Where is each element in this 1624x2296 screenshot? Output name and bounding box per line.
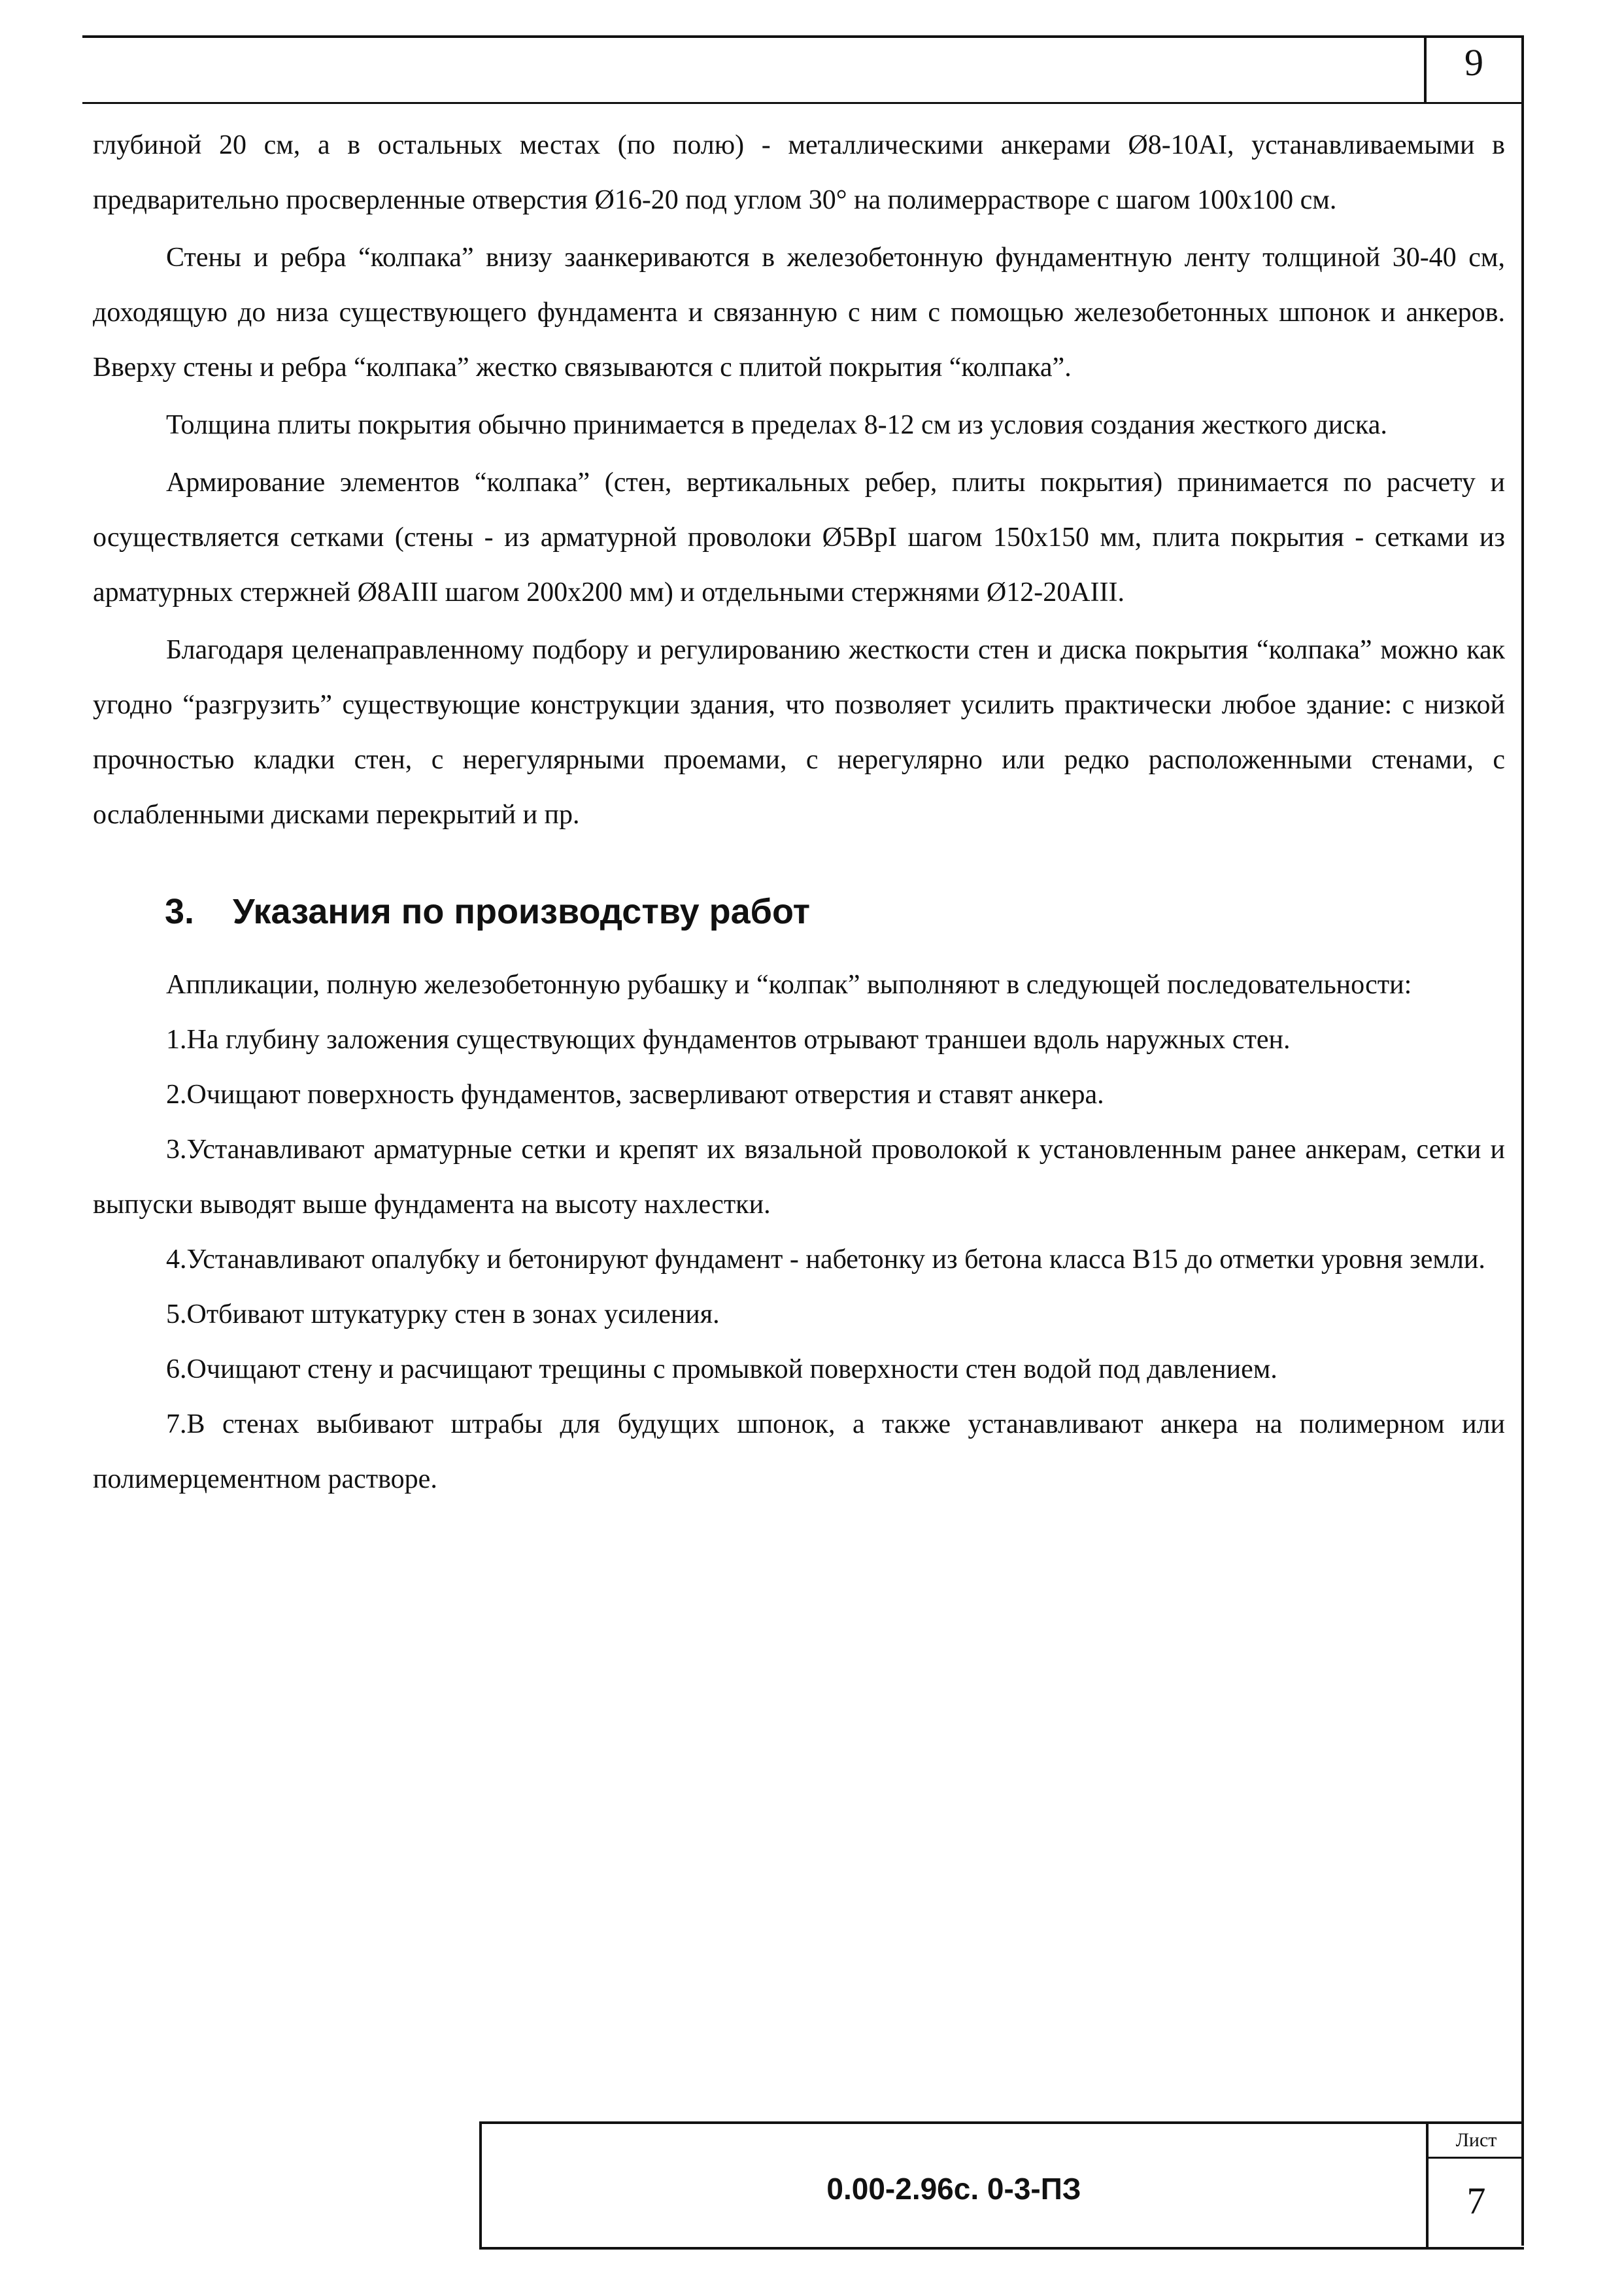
document-body <box>93 118 1505 1507</box>
sheet-cell <box>1426 2124 1524 2247</box>
frame-header-line <box>82 102 1524 104</box>
paragraph-2: Стены и ребра “колпака” внизу заанкериваются в железобетонную фундаментную ленту толщиной 30-40 см, доходящую до низа существующего фундамента и связанную с ним с помощью железобетонных шпонок и анкеров. Вверху стены и ребра “колпака” жестко связываются с плитой покрытия “колпака”. <box>93 243 1505 383</box>
step-2: 2.Очищают поверхность фундаментов, засверливают отверстия и ставят анкера. <box>166 1080 1104 1110</box>
document-code: 0.00-2.96с. 0-3-ПЗ <box>826 2172 1081 2206</box>
title-block <box>479 2121 1524 2250</box>
step-4: 4.Устанавливают опалубку и бетонируют фундамент - набетонку из бетона класса B15 до отметки уровня земли. <box>166 1244 1485 1275</box>
frame-top-line <box>82 35 1524 38</box>
step-6: 6.Очищают стену и расчищают трещины с промывкой поверхности стен водой под давлением. <box>166 1354 1277 1384</box>
page-number: 9 <box>1464 41 1483 84</box>
section-title: Указания по производству работ <box>233 892 811 931</box>
paragraph-5: Благодаря целенаправленному подбору и регулированию жесткости стен и диска покрытия “колпака” можно как угодно “разгрузить” существующие конструкции здания, что позволяет усилить практически любое здание: с низкой прочностью кладки стен, с нерегулярными проемами, с нерегулярно или редко расположенными стенами, с ослабленными дисками перекрытий и пр. <box>93 635 1505 830</box>
section-intro: Аппликации, полную железобетонную рубашку и “колпак” выполняют в следующей последовательности: <box>166 970 1412 1000</box>
step-3: 3.Устанавливают арматурные сетки и крепят их вязальной проволокой к установленным ранее анкерам, сетки и выпуски выводят выше фундамента на высоту нахлестки. <box>93 1135 1505 1220</box>
step-1: 1.На глубину заложения существующих фундаментов отрывают траншеи вдоль наружных стен. <box>166 1025 1291 1055</box>
paragraph-4: Армирование элементов “колпака” (стен, вертикальных ребер, плиты покрытия) принимается по расчету и осуществляется сетками (стены - из арматурной проволоки Ø5BpI шагом 150x150 мм, плита покрытия - сетками из арматурных стержней Ø8AIII шагом 200x200 мм) и отдельными стержнями Ø12-20AIII. <box>93 468 1505 608</box>
sheet-number: 7 <box>1466 2180 1486 2222</box>
step-7: 7.В стенах выбивают штрабы для будущих шпонок, а также устанавливают анкера на полимерном или полимерцементном растворе. <box>93 1409 1505 1494</box>
page-number-box <box>1424 35 1521 102</box>
frame-right-line <box>1521 35 1524 2246</box>
section-heading <box>165 885 1505 938</box>
step-5: 5.Отбивают штукатурку стен в зонах усиления. <box>166 1299 720 1329</box>
section-number: 3. <box>165 892 195 931</box>
paragraph-1: глубиной 20 см, а в остальных местах (по полю) - металлическими анкерами Ø8-10AI, устанавливаемыми в предварительно просверленные отверстия Ø16-20 под углом 30° на полимеррастворе с шагом 100x100 см. <box>93 130 1505 215</box>
paragraph-3: Толщина плиты покрытия обычно принимается в пределах 8-12 см из условия создания жесткого диска. <box>166 410 1387 440</box>
sheet-label: Лист <box>1429 2124 1524 2159</box>
